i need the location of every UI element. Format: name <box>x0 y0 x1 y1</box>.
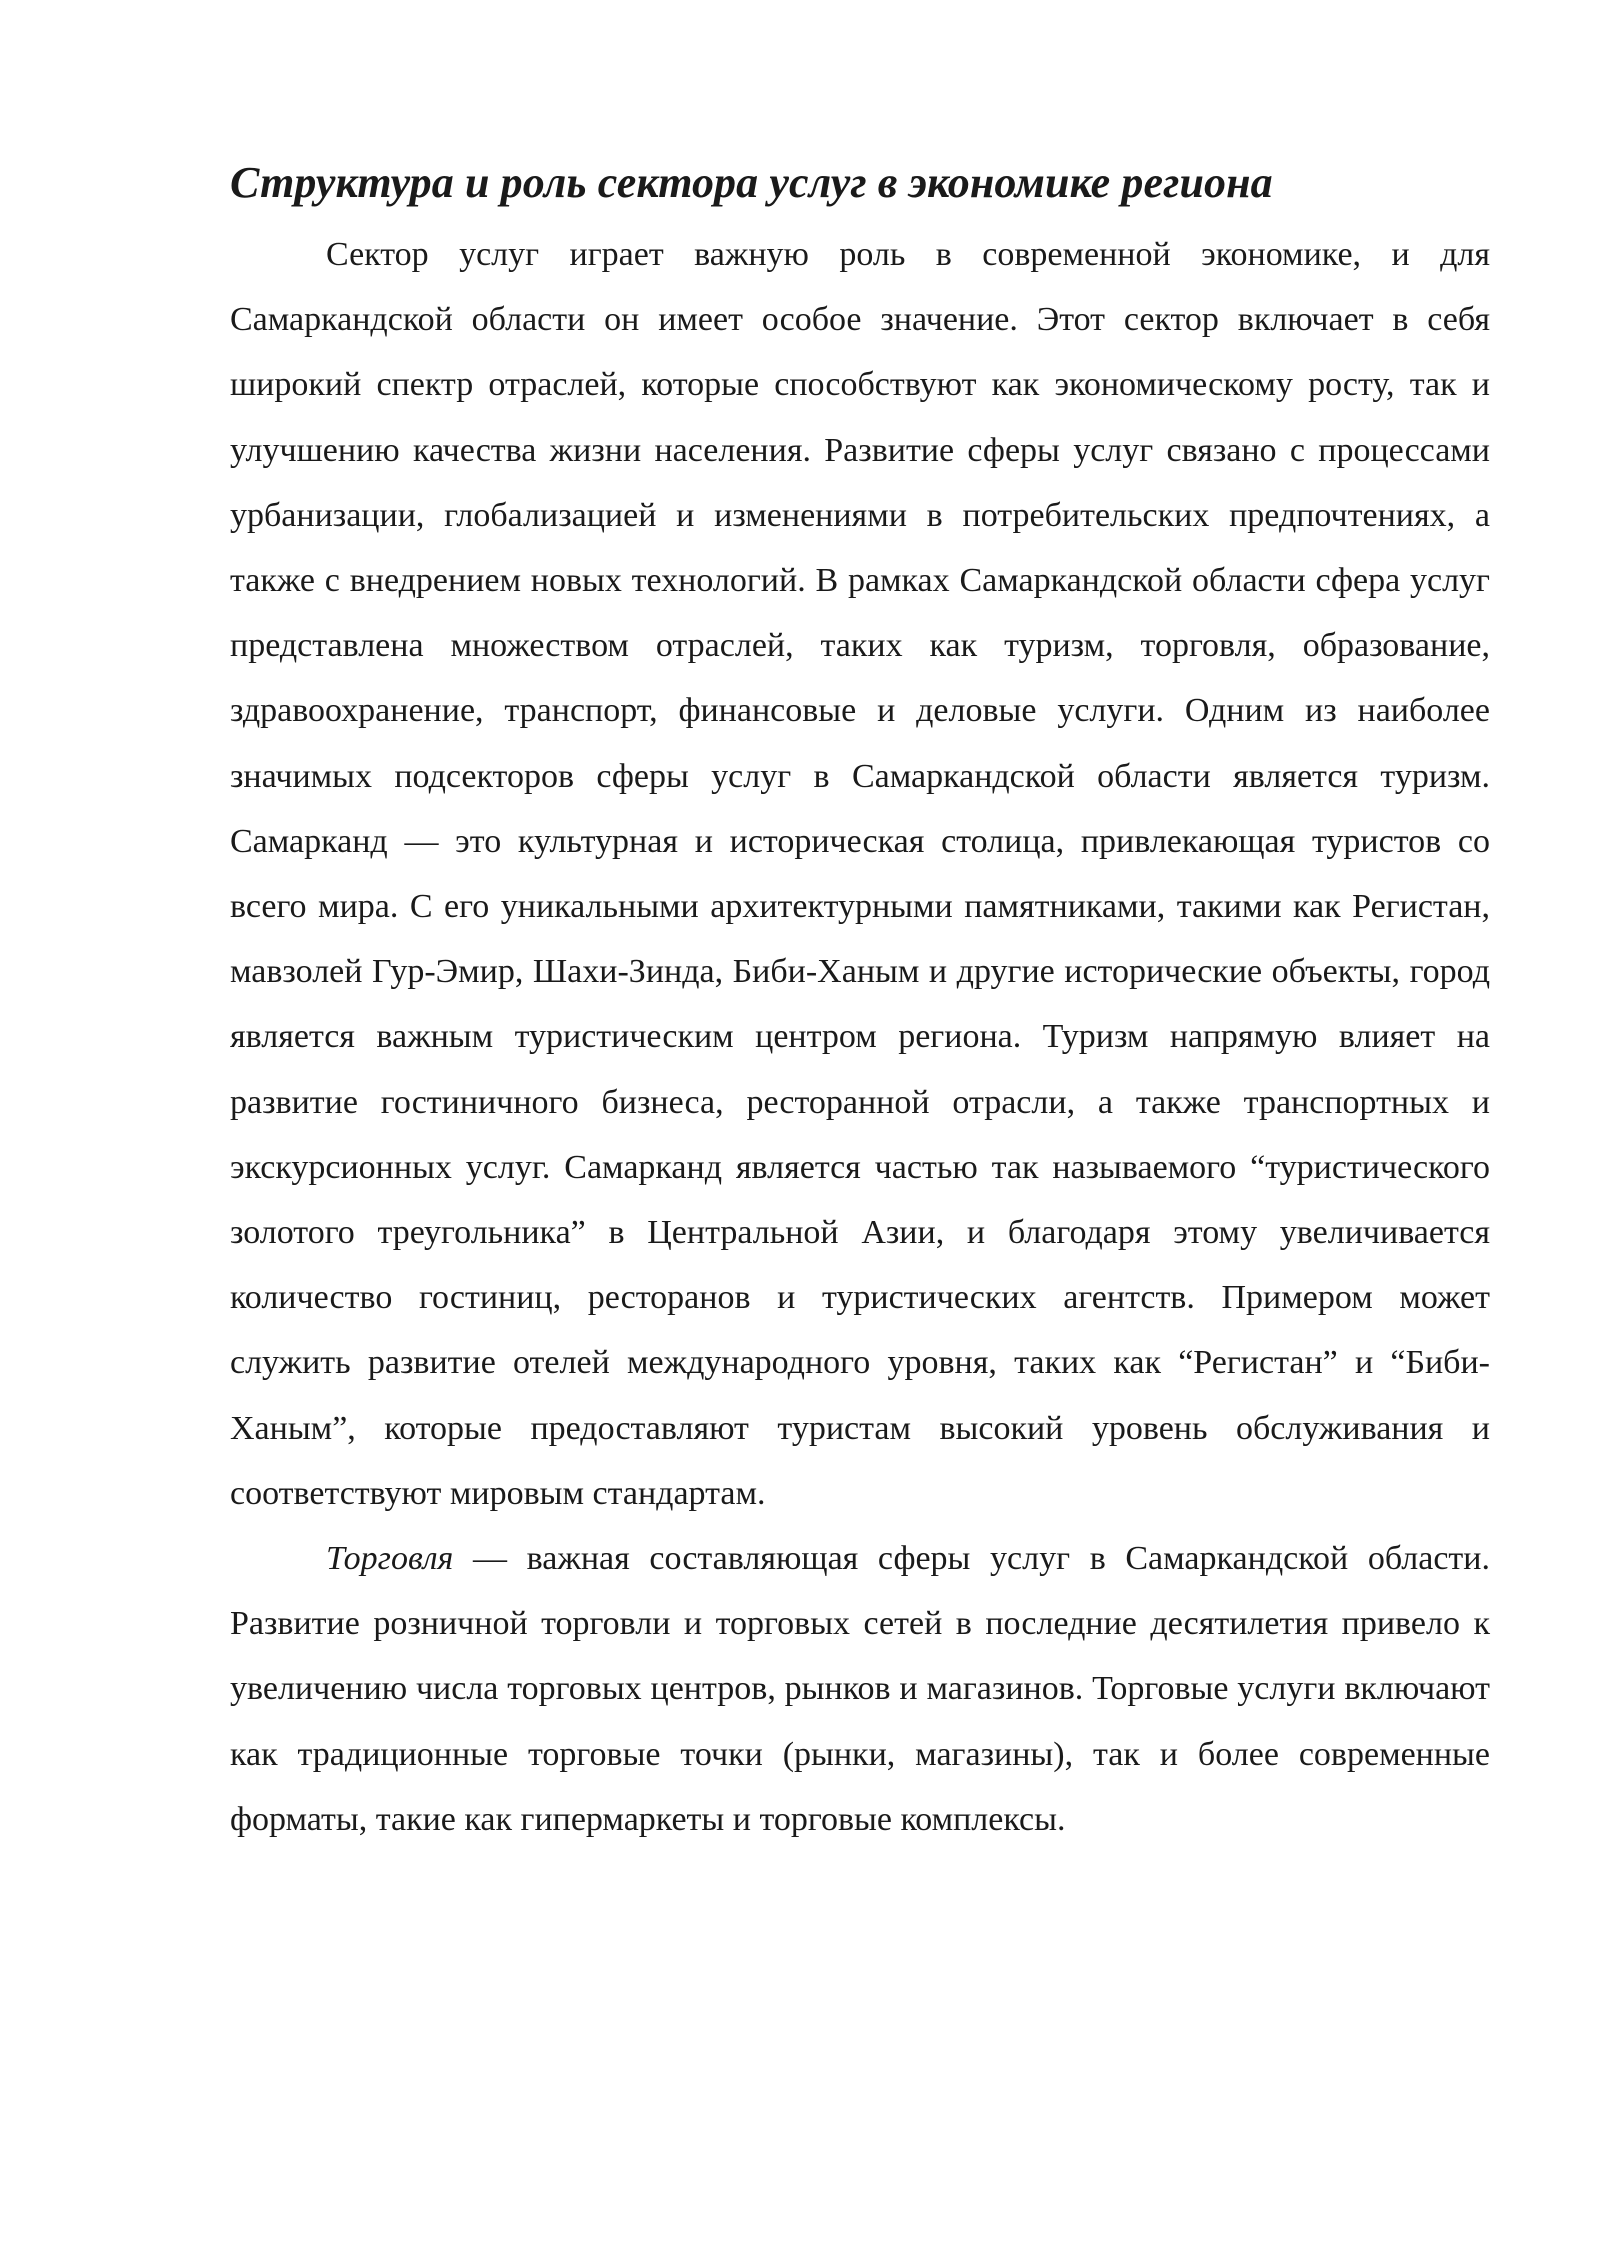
document-body <box>230 150 1490 1852</box>
page-title: Структура и роль сектора услуг в экономике региона <box>230 158 1273 207</box>
paragraph-services-sector <box>230 222 1490 1526</box>
paragraph-text: Сектор услуг играет важную роль в современной экономике, и для Самаркандской области он имеет особое значение. Этот сектор включает в себя широкий спектр отраслей, которые способствуют как экономическому росту, так и улучшению качества жизни населения. Развитие сферы услуг связано с процессами урбанизации, глобализацией и изменениями в потребительских предпочтениях, а также с внедрением новых технологий. В рамках Самаркандской области сфера услуг представлена множеством отраслей, таких как туризм, торговля, образование, здравоохранение, транспорт, финансовые и деловые услуги. Одним из наиболее значимых подсекторов сферы услуг в Самаркандской области является туризм. Самарканд — это культурная и историческая столица, привлекающая туристов со всего мира. С его уникальными архитектурными памятниками, такими как Регистан, мавзолей Гур-Эмир, Шахи-Зинда, Биби-Ханым и другие исторические объекты, город является важным туристическим центром региона. Туризм напрямую влияет на развитие гостиничного бизнеса, ресторанной отрасли, а также транспортных и экскурсионных услуг. Самарканд является частью так называемого “туристического золотого треугольника” в Центральной Азии, и благодаря этому увеличивается количество гостиниц, ресторанов и туристических агентств. Примером может служить развитие отелей международного уровня, таких как “Регистан” и “Биби-Ханым”, которые предоставляют туристам высокий уровень обслуживания и соответствуют мировым стандартам. <box>230 236 1490 1512</box>
paragraph-trade <box>230 1526 1490 1852</box>
paragraph-text: — важная составляющая сферы услуг в Самаркандской области. Развитие розничной торговли и торговых сетей в последние десятилетия привело к увеличению числа торговых центров, рынков и магазинов. Торговые услуги включают как традиционные торговые точки (рынки, магазины), так и более современные форматы, такие как гипермаркеты и торговые комплексы. <box>230 1540 1490 1838</box>
paragraph-lead-term: Торговля <box>326 1540 454 1578</box>
